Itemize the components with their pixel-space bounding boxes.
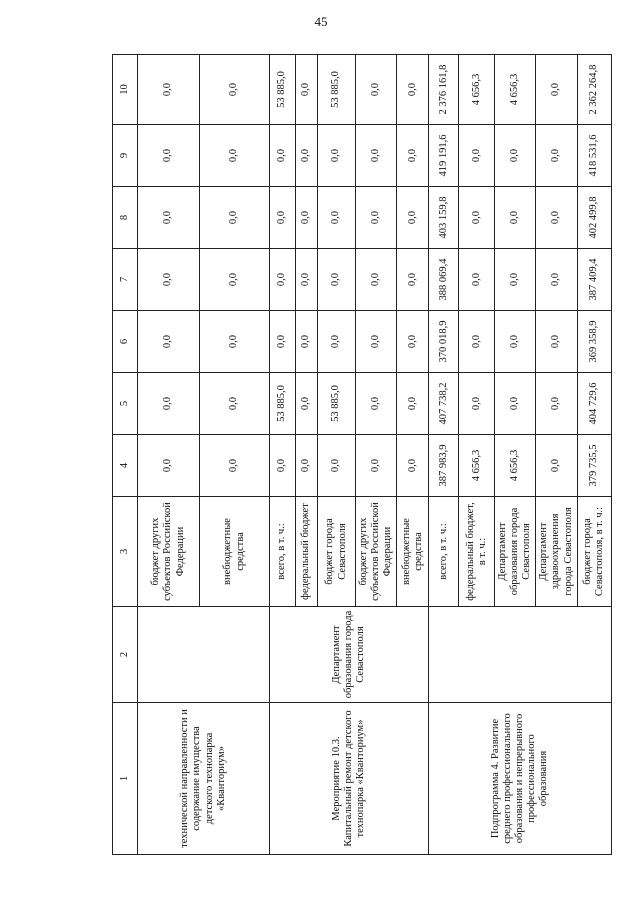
- executor-cell: [429, 607, 611, 703]
- amount-cell: 370 018,9: [429, 311, 459, 373]
- amount-cell: 0,0: [397, 435, 429, 497]
- amount-cell: 0,0: [536, 55, 577, 125]
- funding-source-cell: бюджет города Севастополя, в т. ч.:: [577, 497, 611, 607]
- amount-cell: 0,0: [536, 373, 577, 435]
- amount-cell: 0,0: [459, 249, 495, 311]
- amount-cell: 0,0: [200, 311, 270, 373]
- amount-cell: 0,0: [200, 187, 270, 249]
- funding-source-cell: внебюджетные средства: [200, 497, 270, 607]
- table-body: [113, 55, 612, 855]
- column-header: 1: [113, 703, 138, 855]
- amount-cell: 4 656,3: [495, 55, 536, 125]
- amount-cell: 387 983,9: [429, 435, 459, 497]
- amount-cell: 0,0: [536, 125, 577, 187]
- amount-cell: 0,0: [356, 187, 397, 249]
- column-header: 10: [113, 55, 138, 125]
- column-header: 2: [113, 607, 138, 703]
- header-row: [113, 55, 138, 855]
- amount-cell: 402 499,8: [577, 187, 611, 249]
- amount-cell: 0,0: [356, 249, 397, 311]
- amount-cell: 388 069,4: [429, 249, 459, 311]
- executor-cell: Департамент образования города Севастополя: [270, 607, 429, 703]
- amount-cell: 2 362 264,8: [577, 55, 611, 125]
- amount-cell: 53 885,0: [318, 373, 356, 435]
- amount-cell: 0,0: [200, 55, 270, 125]
- amount-cell: 0,0: [536, 249, 577, 311]
- amount-cell: 0,0: [459, 125, 495, 187]
- amount-cell: 0,0: [296, 125, 318, 187]
- amount-cell: 0,0: [459, 311, 495, 373]
- amount-cell: 0,0: [138, 249, 200, 311]
- amount-cell: 0,0: [318, 249, 356, 311]
- amount-cell: 0,0: [138, 55, 200, 125]
- table-row: [138, 55, 200, 855]
- program-name-cell: Подпрограмма 4. Развитие среднего профессионального образования и непрерывного профессионального образования: [429, 703, 611, 855]
- funding-source-cell: Департамент образования города Севастополя: [495, 497, 536, 607]
- amount-cell: 0,0: [397, 55, 429, 125]
- amount-cell: 0,0: [270, 187, 296, 249]
- column-header: 5: [113, 373, 138, 435]
- amount-cell: 0,0: [397, 125, 429, 187]
- amount-cell: 0,0: [495, 311, 536, 373]
- amount-cell: 0,0: [495, 373, 536, 435]
- page-number: 45: [314, 14, 328, 29]
- funding-source-cell: бюджет других субъектов Российской Федерации: [356, 497, 397, 607]
- amount-cell: 369 358,9: [577, 311, 611, 373]
- amount-cell: 2 376 161,8: [429, 55, 459, 125]
- amount-cell: 0,0: [200, 125, 270, 187]
- amount-cell: 0,0: [138, 187, 200, 249]
- amount-cell: 0,0: [356, 55, 397, 125]
- amount-cell: 0,0: [200, 373, 270, 435]
- column-header: 4: [113, 435, 138, 497]
- funding-source-cell: федеральный бюджет: [296, 497, 318, 607]
- amount-cell: 0,0: [200, 249, 270, 311]
- amount-cell: 403 159,8: [429, 187, 459, 249]
- amount-cell: 0,0: [296, 249, 318, 311]
- amount-cell: 0,0: [495, 187, 536, 249]
- amount-cell: 404 729,6: [577, 373, 611, 435]
- table-row: [429, 55, 459, 855]
- amount-cell: 0,0: [296, 55, 318, 125]
- amount-cell: 0,0: [138, 125, 200, 187]
- amount-cell: 53 885,0: [270, 55, 296, 125]
- funding-source-cell: федеральный бюджет, в т. ч.:: [459, 497, 495, 607]
- amount-cell: 0,0: [397, 373, 429, 435]
- budget-table: [112, 54, 612, 855]
- amount-cell: 0,0: [536, 311, 577, 373]
- amount-cell: 407 738,2: [429, 373, 459, 435]
- amount-cell: 0,0: [356, 311, 397, 373]
- amount-cell: 418 531,6: [577, 125, 611, 187]
- program-name-cell: технической направленности и содержание имущества детского технопарка «Кванториум»: [138, 703, 270, 855]
- amount-cell: 0,0: [138, 373, 200, 435]
- amount-cell: 0,0: [318, 187, 356, 249]
- amount-cell: 0,0: [270, 311, 296, 373]
- column-header: 9: [113, 125, 138, 187]
- amount-cell: 0,0: [296, 311, 318, 373]
- amount-cell: 4 656,3: [459, 55, 495, 125]
- funding-source-cell: бюджет других субъектов Российской Федерации: [138, 497, 200, 607]
- amount-cell: 53 885,0: [270, 373, 296, 435]
- amount-cell: 0,0: [356, 125, 397, 187]
- funding-source-cell: внебюджетные средства: [397, 497, 429, 607]
- amount-cell: 53 885,0: [318, 55, 356, 125]
- amount-cell: 387 409,4: [577, 249, 611, 311]
- amount-cell: 0,0: [138, 311, 200, 373]
- amount-cell: 0,0: [459, 373, 495, 435]
- funding-source-cell: бюджет города Севастополя: [318, 497, 356, 607]
- amount-cell: 0,0: [356, 373, 397, 435]
- column-header: 7: [113, 249, 138, 311]
- table-row: [270, 55, 296, 855]
- amount-cell: 0,0: [495, 249, 536, 311]
- column-header: 6: [113, 311, 138, 373]
- funding-source-cell: всего, в т. ч.:: [429, 497, 459, 607]
- amount-cell: 0,0: [296, 187, 318, 249]
- amount-cell: 0,0: [270, 249, 296, 311]
- rotated-table-container: [112, 55, 606, 855]
- amount-cell: 0,0: [536, 187, 577, 249]
- amount-cell: 0,0: [138, 435, 200, 497]
- amount-cell: 0,0: [200, 435, 270, 497]
- amount-cell: 0,0: [397, 249, 429, 311]
- amount-cell: 0,0: [296, 435, 318, 497]
- funding-source-cell: всего, в т. ч.:: [270, 497, 296, 607]
- amount-cell: 4 656,3: [459, 435, 495, 497]
- executor-cell: [138, 607, 270, 703]
- column-header: 3: [113, 497, 138, 607]
- amount-cell: 379 735,5: [577, 435, 611, 497]
- amount-cell: 0,0: [270, 435, 296, 497]
- amount-cell: 4 656,3: [495, 435, 536, 497]
- amount-cell: 0,0: [270, 125, 296, 187]
- amount-cell: 0,0: [459, 187, 495, 249]
- amount-cell: 0,0: [318, 311, 356, 373]
- amount-cell: 0,0: [296, 373, 318, 435]
- amount-cell: 0,0: [356, 435, 397, 497]
- column-header: 8: [113, 187, 138, 249]
- amount-cell: 0,0: [397, 311, 429, 373]
- program-name-cell: Мероприятие 10.3. Капитальный ремонт детского технопарка «Кванториум»: [270, 703, 429, 855]
- amount-cell: 0,0: [536, 435, 577, 497]
- funding-source-cell: Департамент здравоохранения города Севастополя: [536, 497, 577, 607]
- amount-cell: 419 191,6: [429, 125, 459, 187]
- amount-cell: 0,0: [318, 125, 356, 187]
- amount-cell: 0,0: [397, 187, 429, 249]
- amount-cell: 0,0: [318, 435, 356, 497]
- amount-cell: 0,0: [495, 125, 536, 187]
